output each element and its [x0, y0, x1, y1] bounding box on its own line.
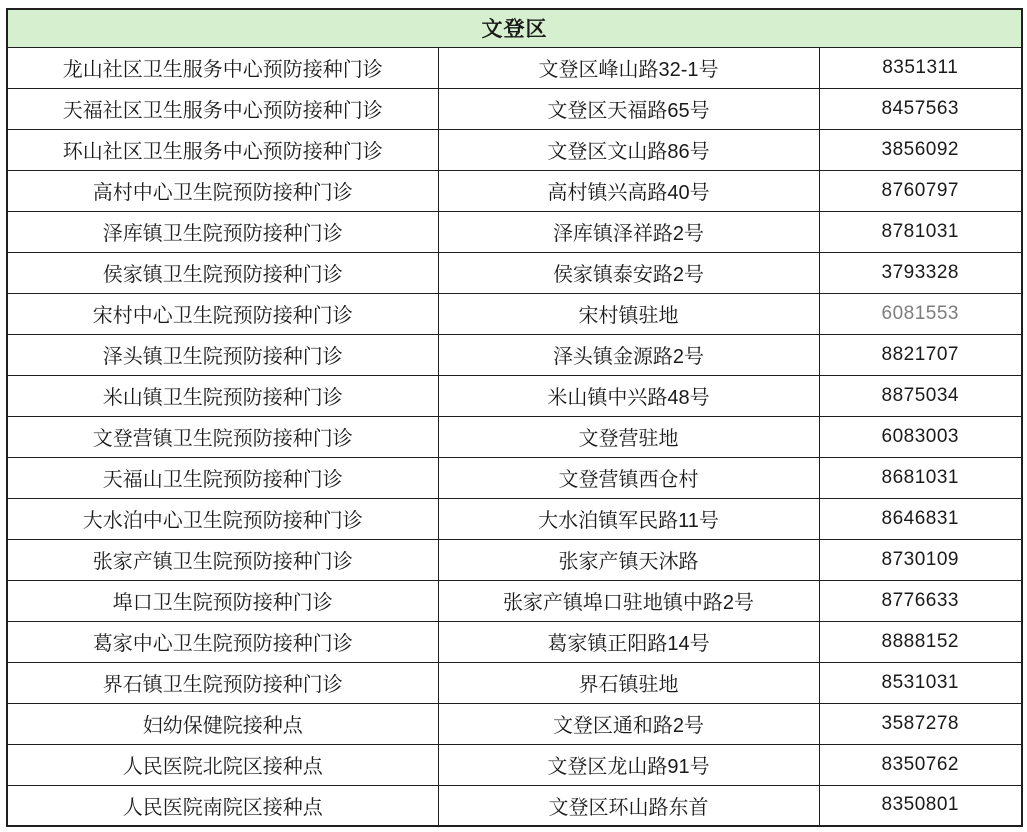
- address-cell: 侯家镇泰安路2号: [438, 252, 819, 293]
- table-row: [7, 703, 1022, 744]
- phone-cell: 8350801: [819, 785, 1022, 826]
- address-cell: 文登区文山路86号: [438, 129, 819, 170]
- address-cell: 泽库镇泽祥路2号: [438, 211, 819, 252]
- clinic-name-cell: 葛家中心卫生院预防接种门诊: [7, 621, 438, 662]
- table-row: [7, 621, 1022, 662]
- table-row: [7, 662, 1022, 703]
- clinic-name-cell: 张家产镇卫生院预防接种门诊: [7, 539, 438, 580]
- clinic-name-cell: 高村中心卫生院预防接种门诊: [7, 170, 438, 211]
- phone-cell: 8350762: [819, 744, 1022, 785]
- clinic-name-cell: 埠口卫生院预防接种门诊: [7, 580, 438, 621]
- clinic-name-cell: 宋村中心卫生院预防接种门诊: [7, 293, 438, 334]
- address-cell: 葛家镇正阳路14号: [438, 621, 819, 662]
- clinic-name-cell: 泽头镇卫生院预防接种门诊: [7, 334, 438, 375]
- table-row: [7, 539, 1022, 580]
- phone-cell: 8875034: [819, 375, 1022, 416]
- clinic-name-cell: 界石镇卫生院预防接种门诊: [7, 662, 438, 703]
- phone-cell: 6083003: [819, 416, 1022, 457]
- address-cell: 文登区峰山路32-1号: [438, 47, 819, 88]
- table-row: [7, 88, 1022, 129]
- clinic-name-cell: 文登营镇卫生院预防接种门诊: [7, 416, 438, 457]
- table-row: [7, 457, 1022, 498]
- address-cell: 界石镇驻地: [438, 662, 819, 703]
- district-title: 文登区: [7, 9, 1022, 47]
- phone-cell: 8781031: [819, 211, 1022, 252]
- address-cell: 张家产镇埠口驻地镇中路2号: [438, 580, 819, 621]
- address-cell: 高村镇兴高路40号: [438, 170, 819, 211]
- clinic-name-cell: 天福山卫生院预防接种门诊: [7, 457, 438, 498]
- phone-cell: 8821707: [819, 334, 1022, 375]
- clinic-table: [6, 8, 1023, 827]
- clinic-name-cell: 泽库镇卫生院预防接种门诊: [7, 211, 438, 252]
- clinic-name-cell: 侯家镇卫生院预防接种门诊: [7, 252, 438, 293]
- table-row: [7, 211, 1022, 252]
- table-row: [7, 785, 1022, 826]
- address-cell: 文登营驻地: [438, 416, 819, 457]
- phone-cell: 8646831: [819, 498, 1022, 539]
- phone-cell: 8531031: [819, 662, 1022, 703]
- table-row: [7, 375, 1022, 416]
- clinic-name-cell: 妇幼保健院接种点: [7, 703, 438, 744]
- clinic-name-cell: 大水泊中心卫生院预防接种门诊: [7, 498, 438, 539]
- clinic-name-cell: 天福社区卫生服务中心预防接种门诊: [7, 88, 438, 129]
- district-header-row: [7, 9, 1022, 47]
- clinic-name-cell: 人民医院北院区接种点: [7, 744, 438, 785]
- table-row: [7, 334, 1022, 375]
- clinic-name-cell: 人民医院南院区接种点: [7, 785, 438, 826]
- address-cell: 文登区环山路东首: [438, 785, 819, 826]
- table-row: [7, 170, 1022, 211]
- table-row: [7, 293, 1022, 334]
- address-cell: 大水泊镇军民路11号: [438, 498, 819, 539]
- table-row: [7, 252, 1022, 293]
- clinic-name-cell: 环山社区卫生服务中心预防接种门诊: [7, 129, 438, 170]
- address-cell: 文登区通和路2号: [438, 703, 819, 744]
- phone-cell: 6081553: [819, 293, 1022, 334]
- phone-cell: 8681031: [819, 457, 1022, 498]
- table-row: [7, 744, 1022, 785]
- phone-cell: 8888152: [819, 621, 1022, 662]
- clinic-name-cell: 米山镇卫生院预防接种门诊: [7, 375, 438, 416]
- table-row: [7, 580, 1022, 621]
- phone-cell: 8351311: [819, 47, 1022, 88]
- table-row: [7, 498, 1022, 539]
- phone-cell: 3793328: [819, 252, 1022, 293]
- address-cell: 宋村镇驻地: [438, 293, 819, 334]
- phone-cell: 3856092: [819, 129, 1022, 170]
- clinic-name-cell: 龙山社区卫生服务中心预防接种门诊: [7, 47, 438, 88]
- phone-cell: 8457563: [819, 88, 1022, 129]
- address-cell: 张家产镇天沐路: [438, 539, 819, 580]
- phone-cell: 8730109: [819, 539, 1022, 580]
- phone-cell: 8776633: [819, 580, 1022, 621]
- phone-cell: 3587278: [819, 703, 1022, 744]
- table-row: [7, 47, 1022, 88]
- clinic-table-header: [7, 9, 1022, 47]
- address-cell: 泽头镇金源路2号: [438, 334, 819, 375]
- address-cell: 米山镇中兴路48号: [438, 375, 819, 416]
- table-row: [7, 416, 1022, 457]
- address-cell: 文登区天福路65号: [438, 88, 819, 129]
- table-row: [7, 129, 1022, 170]
- address-cell: 文登区龙山路91号: [438, 744, 819, 785]
- address-cell: 文登营镇西仓村: [438, 457, 819, 498]
- clinic-table-body: [7, 47, 1022, 826]
- phone-cell: 8760797: [819, 170, 1022, 211]
